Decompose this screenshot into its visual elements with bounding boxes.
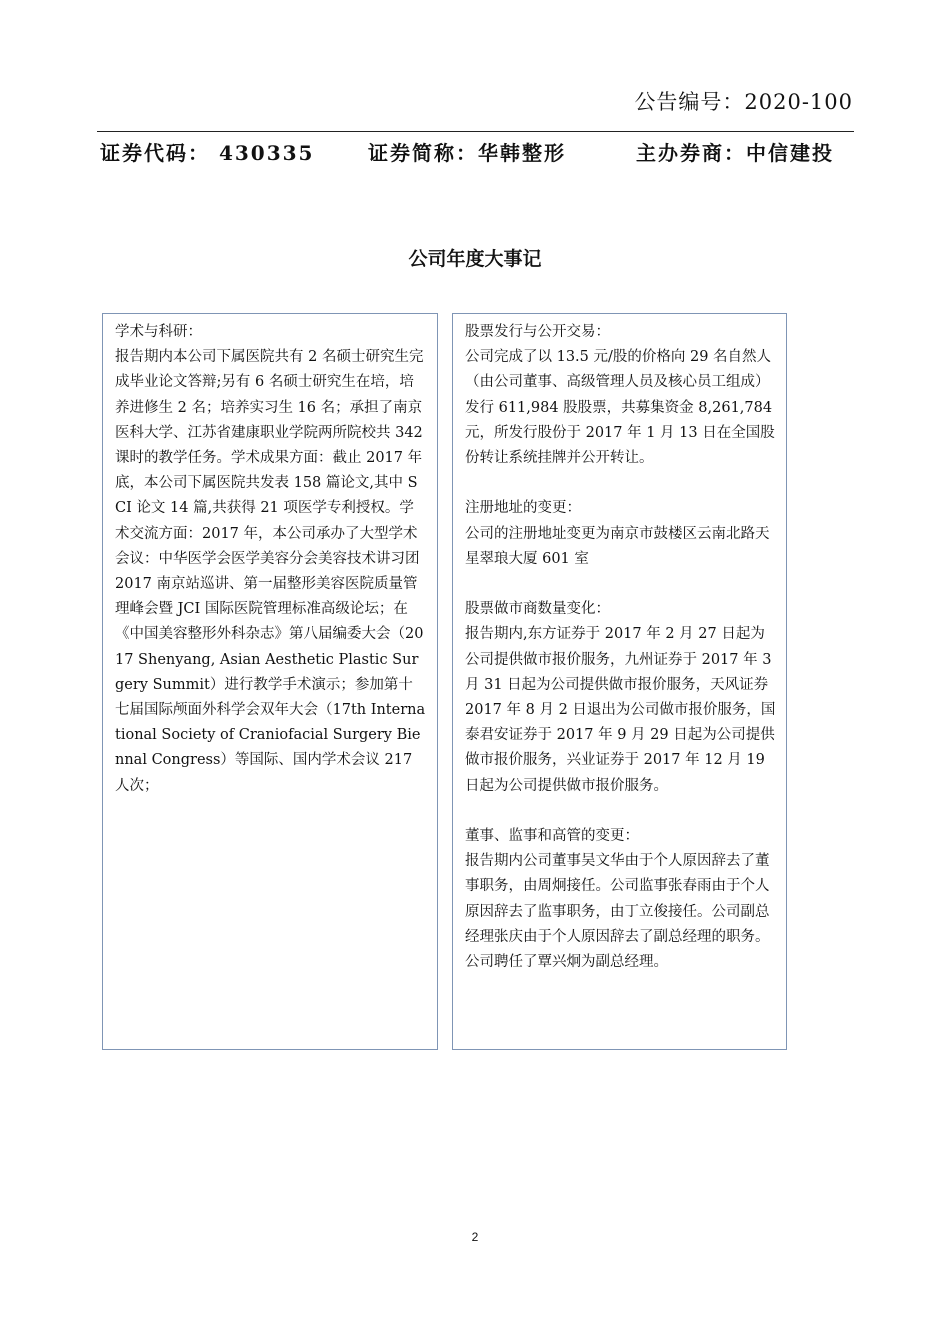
events-box [452, 313, 787, 1050]
market-maker-section [465, 597, 776, 799]
page-number: 2 [471, 1230, 479, 1244]
section-heading: 学术与科研： [115, 324, 202, 340]
address-change-section [465, 496, 776, 572]
stock-abbreviation: 证券简称：华韩整形 [368, 141, 566, 165]
announcement-number: 公告编号：2020-100 [634, 90, 853, 114]
section-body: 公司的注册地址变更为南京市鼓楼区云南北路天星翠琅大厦 601 室 [465, 525, 770, 567]
section-heading: 股票做市商数量变化： [465, 601, 610, 618]
header-divider [97, 131, 854, 132]
section-body: 报告期内公司董事吴文华由于个人原因辞去了董事职务，由周炯接任。公司监事张春雨由于个人原因辞去了监事职务，由丁立俊接任。公司副总经理张庆由于个人原因辞去了副总经理的职务。公司聘任了覃兴炯为副总经理。 [465, 853, 770, 971]
section-body: 报告期内本公司下属医院共有 2 名硕士研究生完成毕业论文答辩;另有 6 名硕士研究生在培，培养进修生 2 名；培养实习生 16 名；承担了南京医科大学、江苏省建康职业学院两所院校共 342 课时的教学任务。学术成果方面：截止 2017 年底，本公司下属医院共发表 158 篇论文,其中 SCI 论文 14 篇,共获得 21 项医学专利授权。学术交流方面：2017 年，本公司承办了大型学术会议：中华医学会医学美容分会美容技术讲习团 2017 南京站巡讲、第一届整形美容医院质量管理峰会暨 JCI 国际医院管理标准高级论坛；在《中国美容整形外科杂志》第八届编委大会（2017 Shenyang, Asian Aesthetic Plastic Surgery Summit）进行教学手术演示；参加第十七届国际颅面外科学会双年大会（17th International Society of Craniofacial Surgery Biennal Congress）等国际、国内学术会议 217 人次； [115, 349, 426, 794]
header-row [100, 137, 840, 167]
sponsor-broker: 主办券商：中信建投 [636, 141, 834, 165]
section-body: 报告期内,东方证券于 2017 年 2 月 27 日起为公司提供做市报价服务，九州证券于 2017 年 3 月 31 日起为公司提供做市报价服务，天风证券 2017 年 8 月 2 日退出为公司做市报价服务，国泰君安证券于 2017 年 9 月 29 日起为公司提供做市报价服务，兴业证券于 2017 年 12 月 19 日起为公司提供做市报价服务。 [465, 626, 776, 794]
section-heading: 股票发行与公开交易： [465, 324, 610, 340]
section-heading: 注册地址的变更： [465, 500, 581, 517]
section-body: 公司完成了以 13.5 元/股的价格向 29 名自然人（由公司董事、高级管理人员及核心员工组成）发行 611,984 股股票，共募集资金 8,261,784 元，所发行股份于 2017 年 1 月 13 日在全国股份转让系统挂牌并公开转让。 [465, 349, 775, 467]
academic-research-box [102, 313, 438, 1050]
management-change-section [465, 824, 776, 975]
section-heading: 董事、监事和高管的变更： [465, 828, 639, 845]
page-title: 公司年度大事记 [408, 248, 542, 270]
stock-code: 证券代码： 430335 [100, 141, 315, 165]
stock-issuance-section [465, 320, 776, 471]
academic-section [115, 320, 427, 799]
